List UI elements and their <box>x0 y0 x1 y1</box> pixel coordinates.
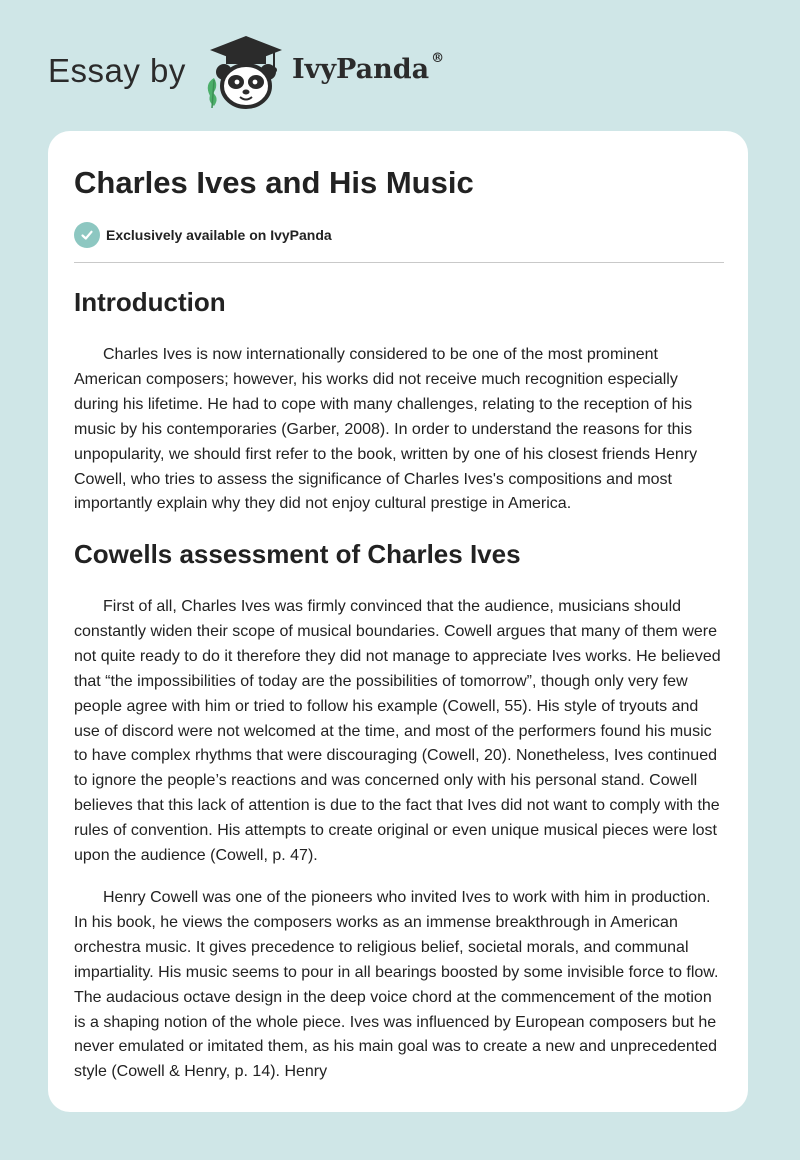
essay-by-label: Essay by <box>48 52 186 89</box>
section-heading: Cowells assessment of Charles Ives <box>74 539 521 569</box>
paragraph: Henry Cowell was one of the pioneers who invited Ives to work with him in production. In his book, he views the composers works as an immense breakthrough in American orchestra music. It gives precedence to religious belief, societal morals, and communal impartiality. His music seems to pour in all bearings boosted by some invisible force to flow. The audacious octave design in the deep voice chord at the commencement of the motion is a shaping notion of the whole piece. Ives was influenced by European composers but he never emulated or imitated them, as his main goal was to create a new and unprecedented style (Cowell & Henry, p. 14). Henry <box>74 889 719 1081</box>
page-title: Charles Ives and His Music <box>74 165 474 200</box>
title-divider <box>74 262 724 263</box>
badge-text: Exclusively available on IvyPanda <box>106 227 332 243</box>
paragraph: Charles Ives is now internationally considered to be one of the most prominent American composers; however, his works did not receive much recognition especially during his lifetime. He had to cope with many challenges, relating to the reception of his music by his contemporaries (Garber, 2008). In order to understand the reasons for this unpopularity, we should first refer to the book, written by one of his closest friends Henry Cowell, who tries to assess the significance of Charles Ives's compositions and most importantly explain why they did not enjoy cultural prestige in America. <box>74 346 698 513</box>
registered-mark: ® <box>431 51 445 66</box>
section-heading: Introduction <box>74 287 226 317</box>
brand-name[interactable]: IvyPanda ® <box>292 51 445 85</box>
essay-card <box>48 131 748 1112</box>
paragraph: First of all, Charles Ives was firmly convinced that the audience, musicians should constantly widen their scope of musical boundaries. Cowell argues that many of them were not quite ready to do it therefore they did not manage to appreciate Ives works. He believed that “the impossibilities of today are the possibilities of tomorrow”, though only very few people agree with him or tried to follow his example (Cowell, 55). His style of tryouts and use of discord were not welcomed at the time, and most of the performers found his music to have complex rhythms that were discouraging (Cowell, 20). Nonetheless, Ives continued to ignore the people’s reactions and was concerned only with his personal stand. Cowell believes that this lack of attention is due to the fact that Ives did not want to comply with the rules of convention. His attempts to create original or even unique musical pieces were lost upon the audience (Cowell, p. 47). <box>74 598 721 865</box>
panda-graduate-icon[interactable] <box>200 34 290 110</box>
check-icon <box>74 222 100 248</box>
exclusive-badge <box>74 222 332 248</box>
site-header <box>0 0 800 130</box>
